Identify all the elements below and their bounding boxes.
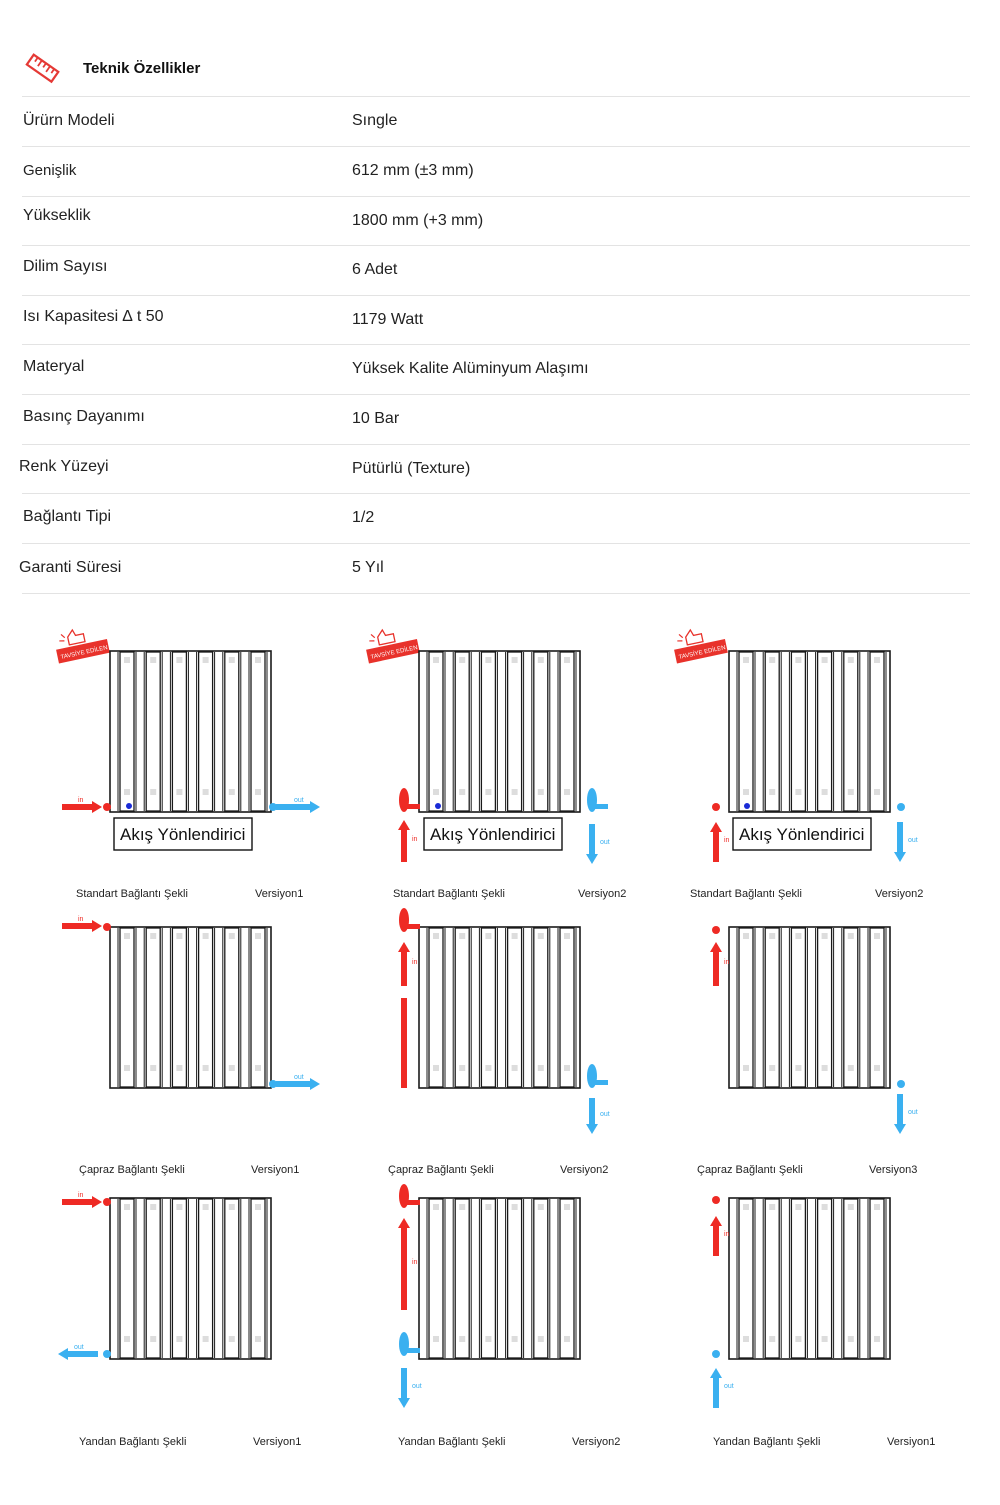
radiator-highlight: [255, 933, 261, 939]
radiator: [110, 1198, 271, 1359]
outlet-arrow-shaft: [897, 1094, 903, 1126]
radiator-highlight: [874, 1204, 880, 1210]
spec-row-heat-capacity: [0, 295, 1000, 345]
diagram-caption: Çapraz Bağlantı Şekli: [697, 1164, 803, 1176]
inlet-arrow-head: [710, 822, 722, 832]
outlet-arrow-label: out: [724, 1383, 734, 1390]
outlet-arrow-shaft: [897, 822, 903, 854]
radiator-highlight: [229, 789, 235, 795]
radiator-highlight: [176, 789, 182, 795]
outlet-arrow-head: [310, 1078, 320, 1090]
radiator-highlight: [822, 933, 828, 939]
radiator-highlight: [512, 1065, 518, 1071]
radiator: [729, 927, 890, 1088]
badge-spark: [59, 640, 64, 642]
spec-label: Ürürn Modeli: [23, 112, 115, 129]
inlet-arrow-label: in: [412, 959, 418, 966]
radiator-highlight: [564, 1336, 570, 1342]
outlet-arrow-label: out: [600, 839, 610, 846]
outlet-arrow-shaft: [589, 1098, 595, 1126]
valve-pipe: [404, 924, 420, 929]
valve-pipe: [592, 804, 608, 809]
inlet-arrow-label: in: [78, 1192, 84, 1199]
outlet-arrow-head: [586, 854, 598, 864]
radiator-highlight: [255, 657, 261, 663]
radiator-highlight: [848, 657, 854, 663]
radiator-highlight: [538, 1336, 544, 1342]
radiator-highlight: [822, 657, 828, 663]
radiator-highlight: [433, 1336, 439, 1342]
spec-row-pressure: [0, 394, 1000, 444]
radiator-highlight: [150, 933, 156, 939]
outlet-arrow-head: [586, 1124, 598, 1134]
diagram-caption: Standart Bağlantı Şekli: [393, 888, 505, 900]
inlet-pipe: [401, 998, 407, 1088]
spec-row-surface: [0, 444, 1000, 494]
radiator-highlight: [743, 1204, 749, 1210]
radiator-highlight: [512, 1204, 518, 1210]
inlet-arrow-shaft: [401, 950, 407, 986]
radiator-highlight: [795, 1065, 801, 1071]
radiator-highlight: [769, 933, 775, 939]
flow-director-pin: [744, 803, 750, 809]
spec-value: Pütürlü (Texture): [352, 460, 471, 477]
spec-label: Materyal: [23, 358, 85, 375]
spec-title: Teknik Özellikler: [83, 60, 201, 77]
radiator-highlight: [255, 1336, 261, 1342]
radiator-highlight: [433, 933, 439, 939]
radiator-highlight: [795, 1336, 801, 1342]
outlet-arrow-label: out: [294, 1074, 304, 1081]
radiator-highlight: [459, 1065, 465, 1071]
radiator-highlight: [795, 657, 801, 663]
radiator-highlight: [485, 1065, 491, 1071]
radiator-highlight: [459, 933, 465, 939]
radiator-highlight: [176, 657, 182, 663]
diagram-caption: Yandan Bağlantı Şekli: [79, 1436, 187, 1448]
spec-value: 10 Bar: [352, 410, 400, 427]
diagram-version: Versiyon1: [253, 1436, 302, 1448]
inlet-arrow-head: [92, 920, 102, 932]
outlet-arrow-shaft: [713, 1376, 719, 1408]
spec-value: 1800 mm (+3 mm): [352, 212, 484, 229]
radiator-highlight: [203, 657, 209, 663]
radiator-highlight: [848, 933, 854, 939]
radiator-highlight: [874, 657, 880, 663]
spec-label: Basınç Dayanımı: [23, 408, 145, 425]
recommended-badge: [363, 623, 420, 663]
radiator-highlight: [150, 1065, 156, 1071]
inlet-arrow-head: [710, 1216, 722, 1226]
radiator-highlight: [433, 657, 439, 663]
radiator-highlight: [848, 1336, 854, 1342]
radiator-highlight: [203, 933, 209, 939]
radiator-highlight: [229, 933, 235, 939]
spec-label: Isı Kapasitesi ∆ t 50: [23, 308, 164, 325]
spec-label: Bağlantı Tipi: [23, 508, 112, 525]
radiator-highlight: [229, 1336, 235, 1342]
radiator-highlight: [433, 789, 439, 795]
outlet-arrow-head: [58, 1348, 68, 1360]
inlet-arrow-label: in: [724, 1231, 730, 1238]
radiator-highlight: [124, 1336, 130, 1342]
inlet-arrow-shaft: [713, 950, 719, 986]
spec-label: Garanti Süresi: [19, 559, 122, 576]
radiator-highlight: [848, 1065, 854, 1071]
thumbs-up-icon: [66, 628, 85, 645]
radiator-highlight: [124, 789, 130, 795]
radiator: [110, 927, 271, 1088]
thumbs-up-icon: [684, 628, 703, 645]
radiator-highlight: [124, 1204, 130, 1210]
radiator-highlight: [229, 1065, 235, 1071]
spec-value: Sıngle: [352, 112, 398, 129]
radiator-highlight: [769, 789, 775, 795]
connection-point: [712, 1196, 720, 1204]
flow-director-label: Akış Yönlendirici: [739, 825, 865, 844]
spec-label: Yükseklik: [23, 207, 91, 224]
inlet-arrow-shaft: [713, 830, 719, 862]
radiator-highlight: [150, 1204, 156, 1210]
radiator: [419, 1198, 580, 1359]
connection-point: [712, 1350, 720, 1358]
spec-row-connection: [0, 493, 1000, 543]
radiator-highlight: [512, 933, 518, 939]
flow-director-label: Akış Yönlendirici: [430, 825, 556, 844]
inlet-arrow-shaft: [713, 1224, 719, 1256]
badge-text: TAVSİYE EDİLEN: [370, 645, 419, 661]
radiator-highlight: [229, 1204, 235, 1210]
diagram-version: Versiyon1: [887, 1436, 936, 1448]
radiator-highlight: [229, 657, 235, 663]
spec-value: 1179 Watt: [352, 311, 424, 328]
diagram-version: Versiyon1: [255, 888, 304, 900]
radiator-highlight: [743, 657, 749, 663]
flow-director-pin: [126, 803, 132, 809]
inlet-arrow-head: [92, 1196, 102, 1208]
diagram-version: Versiyon2: [578, 888, 627, 900]
badge-spark: [369, 640, 374, 642]
badge-text: TAVSİYE EDİLEN: [60, 645, 109, 661]
flow-director-label: Akış Yönlendirici: [120, 825, 246, 844]
diagram-caption: Çapraz Bağlantı Şekli: [79, 1164, 185, 1176]
radiator-highlight: [538, 789, 544, 795]
connection-point: [103, 923, 111, 931]
radiator-highlight: [538, 1204, 544, 1210]
diagram-version: Versiyon2: [560, 1164, 609, 1176]
radiator-highlight: [769, 1204, 775, 1210]
radiator-highlight: [848, 1204, 854, 1210]
inlet-arrow-label: in: [78, 797, 84, 804]
outlet-arrow-shaft: [66, 1351, 98, 1357]
inlet-arrow-head: [398, 820, 410, 830]
outlet-arrow-shaft: [589, 824, 595, 856]
spec-label: Genişlik: [23, 162, 77, 179]
outlet-arrow-head: [894, 1124, 906, 1134]
outlet-arrow-head: [398, 1398, 410, 1408]
badge-spark: [371, 634, 375, 639]
radiator-highlight: [743, 1065, 749, 1071]
spec-row-warranty: [0, 543, 1000, 593]
radiator-highlight: [512, 1336, 518, 1342]
radiator-highlight: [255, 1204, 261, 1210]
radiator-highlight: [203, 1204, 209, 1210]
connection-point: [269, 1080, 277, 1088]
inlet-arrow-head: [398, 942, 410, 952]
valve-pipe: [592, 1080, 608, 1085]
inlet-arrow-shaft: [62, 923, 94, 929]
radiator-highlight: [485, 657, 491, 663]
radiator-highlight: [538, 933, 544, 939]
radiator-highlight: [485, 1204, 491, 1210]
outlet-arrow-shaft: [401, 1368, 407, 1400]
radiator-highlight: [795, 1204, 801, 1210]
radiator-highlight: [822, 1065, 828, 1071]
diagram-caption: Yandan Bağlantı Şekli: [713, 1436, 821, 1448]
inlet-arrow-label: in: [412, 836, 418, 843]
radiator-highlight: [203, 1336, 209, 1342]
spec-label: Dilim Sayısı: [23, 258, 108, 275]
radiator-highlight: [124, 657, 130, 663]
radiator-highlight: [822, 1336, 828, 1342]
outlet-arrow-head: [310, 801, 320, 813]
inlet-arrow-shaft: [62, 804, 94, 810]
recommended-badge: [53, 623, 110, 663]
radiator: [419, 651, 580, 812]
connection-point: [712, 803, 720, 811]
radiator-highlight: [874, 933, 880, 939]
radiator-highlight: [485, 933, 491, 939]
radiator-highlight: [176, 1336, 182, 1342]
radiator: [729, 651, 890, 812]
spec-value: Yüksek Kalite Alüminyum Alaşımı: [352, 360, 589, 377]
radiator-highlight: [743, 933, 749, 939]
valve-pipe: [404, 804, 420, 809]
outlet-arrow-head: [894, 852, 906, 862]
ruler-icon: [24, 52, 60, 86]
radiator-highlight: [743, 1336, 749, 1342]
radiator: [729, 1198, 890, 1359]
badge-spark: [679, 634, 683, 639]
spec-header: [22, 48, 970, 88]
valve-pipe: [404, 1348, 420, 1353]
radiator-highlight: [822, 1204, 828, 1210]
radiator-highlight: [874, 1336, 880, 1342]
spec-row-model: [0, 96, 1000, 146]
radiator-highlight: [874, 789, 880, 795]
outlet-arrow-label: out: [74, 1344, 84, 1351]
inlet-arrow-label: in: [724, 959, 730, 966]
radiator-highlight: [769, 1336, 775, 1342]
flow-director-pin: [435, 803, 441, 809]
badge-spark: [677, 640, 682, 642]
spec-row-sections: [0, 245, 1000, 295]
connection-point: [103, 803, 111, 811]
radiator-highlight: [822, 789, 828, 795]
inlet-arrow-head: [92, 801, 102, 813]
radiator-highlight: [176, 1065, 182, 1071]
radiator-highlight: [874, 1065, 880, 1071]
radiator-highlight: [203, 1065, 209, 1071]
spec-row-material: [0, 344, 1000, 394]
thumbs-up-icon: [376, 628, 395, 645]
radiator-highlight: [564, 1204, 570, 1210]
radiator-highlight: [848, 789, 854, 795]
radiator-highlight: [795, 933, 801, 939]
radiator-highlight: [459, 1336, 465, 1342]
diagram-caption: Standart Bağlantı Şekli: [690, 888, 802, 900]
radiator-highlight: [485, 789, 491, 795]
radiator-highlight: [459, 789, 465, 795]
radiator-highlight: [150, 789, 156, 795]
radiator-highlight: [255, 1065, 261, 1071]
spec-label: Renk Yüzeyi: [19, 458, 109, 475]
radiator-highlight: [176, 1204, 182, 1210]
radiator: [419, 927, 580, 1088]
radiator-highlight: [150, 657, 156, 663]
divider: [22, 593, 970, 594]
radiator-highlight: [485, 1336, 491, 1342]
radiator-highlight: [203, 789, 209, 795]
outlet-arrow-label: out: [412, 1383, 422, 1390]
connection-diagrams: [0, 610, 1000, 1500]
connection-point: [103, 1350, 111, 1358]
radiator-highlight: [433, 1065, 439, 1071]
connection-point: [269, 803, 277, 811]
radiator-highlight: [564, 933, 570, 939]
outlet-arrow-shaft: [276, 804, 312, 810]
outlet-arrow-label: out: [908, 837, 918, 844]
radiator-highlight: [538, 1065, 544, 1071]
inlet-arrow-head: [398, 1218, 410, 1228]
radiator-highlight: [538, 657, 544, 663]
diagram-version: Versiyon2: [572, 1436, 621, 1448]
radiator-highlight: [795, 789, 801, 795]
radiator-highlight: [433, 1204, 439, 1210]
radiator-highlight: [564, 789, 570, 795]
diagram-version: Versiyon2: [875, 888, 924, 900]
outlet-arrow-label: out: [600, 1111, 610, 1118]
connection-point: [712, 926, 720, 934]
radiator: [110, 651, 271, 812]
outlet-arrow-label: out: [908, 1109, 918, 1116]
spec-value: 612 mm (±3 mm): [352, 162, 474, 179]
radiator-highlight: [150, 1336, 156, 1342]
radiator-highlight: [176, 933, 182, 939]
inlet-arrow-shaft: [401, 828, 407, 862]
spec-row-width: [0, 146, 1000, 196]
radiator-highlight: [459, 1204, 465, 1210]
radiator-highlight: [459, 657, 465, 663]
radiator-highlight: [769, 1065, 775, 1071]
inlet-arrow-label: in: [412, 1259, 418, 1266]
outlet-arrow-head: [710, 1368, 722, 1378]
badge-spark: [61, 634, 65, 639]
badge-text: TAVSİYE EDİLEN: [678, 645, 727, 661]
diagram-caption: Standart Bağlantı Şekli: [76, 888, 188, 900]
outlet-arrow-shaft: [276, 1081, 312, 1087]
connection-point: [897, 1080, 905, 1088]
outlet-arrow-label: out: [294, 797, 304, 804]
spec-row-height: [0, 196, 1000, 246]
radiator-highlight: [564, 1065, 570, 1071]
diagram-caption: Çapraz Bağlantı Şekli: [388, 1164, 494, 1176]
radiator-highlight: [512, 789, 518, 795]
connection-point: [897, 803, 905, 811]
radiator-highlight: [124, 933, 130, 939]
valve-pipe: [404, 1200, 420, 1205]
inlet-arrow-head: [710, 942, 722, 952]
diagram-canvas: [0, 610, 1000, 1500]
connection-point: [103, 1198, 111, 1206]
inlet-arrow-shaft: [401, 1226, 407, 1310]
inlet-arrow-label: in: [78, 916, 84, 923]
radiator-highlight: [255, 789, 261, 795]
diagram-version: Versiyon3: [869, 1164, 918, 1176]
recommended-badge: [671, 623, 728, 663]
diagram-caption: Yandan Bağlantı Şekli: [398, 1436, 506, 1448]
radiator-highlight: [769, 657, 775, 663]
spec-value: 6 Adet: [352, 261, 398, 278]
radiator-highlight: [564, 657, 570, 663]
radiator-highlight: [743, 789, 749, 795]
inlet-arrow-shaft: [62, 1199, 94, 1205]
spec-value: 1/2: [352, 509, 375, 526]
inlet-arrow-label: in: [724, 837, 730, 844]
radiator-highlight: [512, 657, 518, 663]
radiator-highlight: [124, 1065, 130, 1071]
diagram-version: Versiyon1: [251, 1164, 300, 1176]
spec-value: 5 Yıl: [352, 559, 384, 576]
